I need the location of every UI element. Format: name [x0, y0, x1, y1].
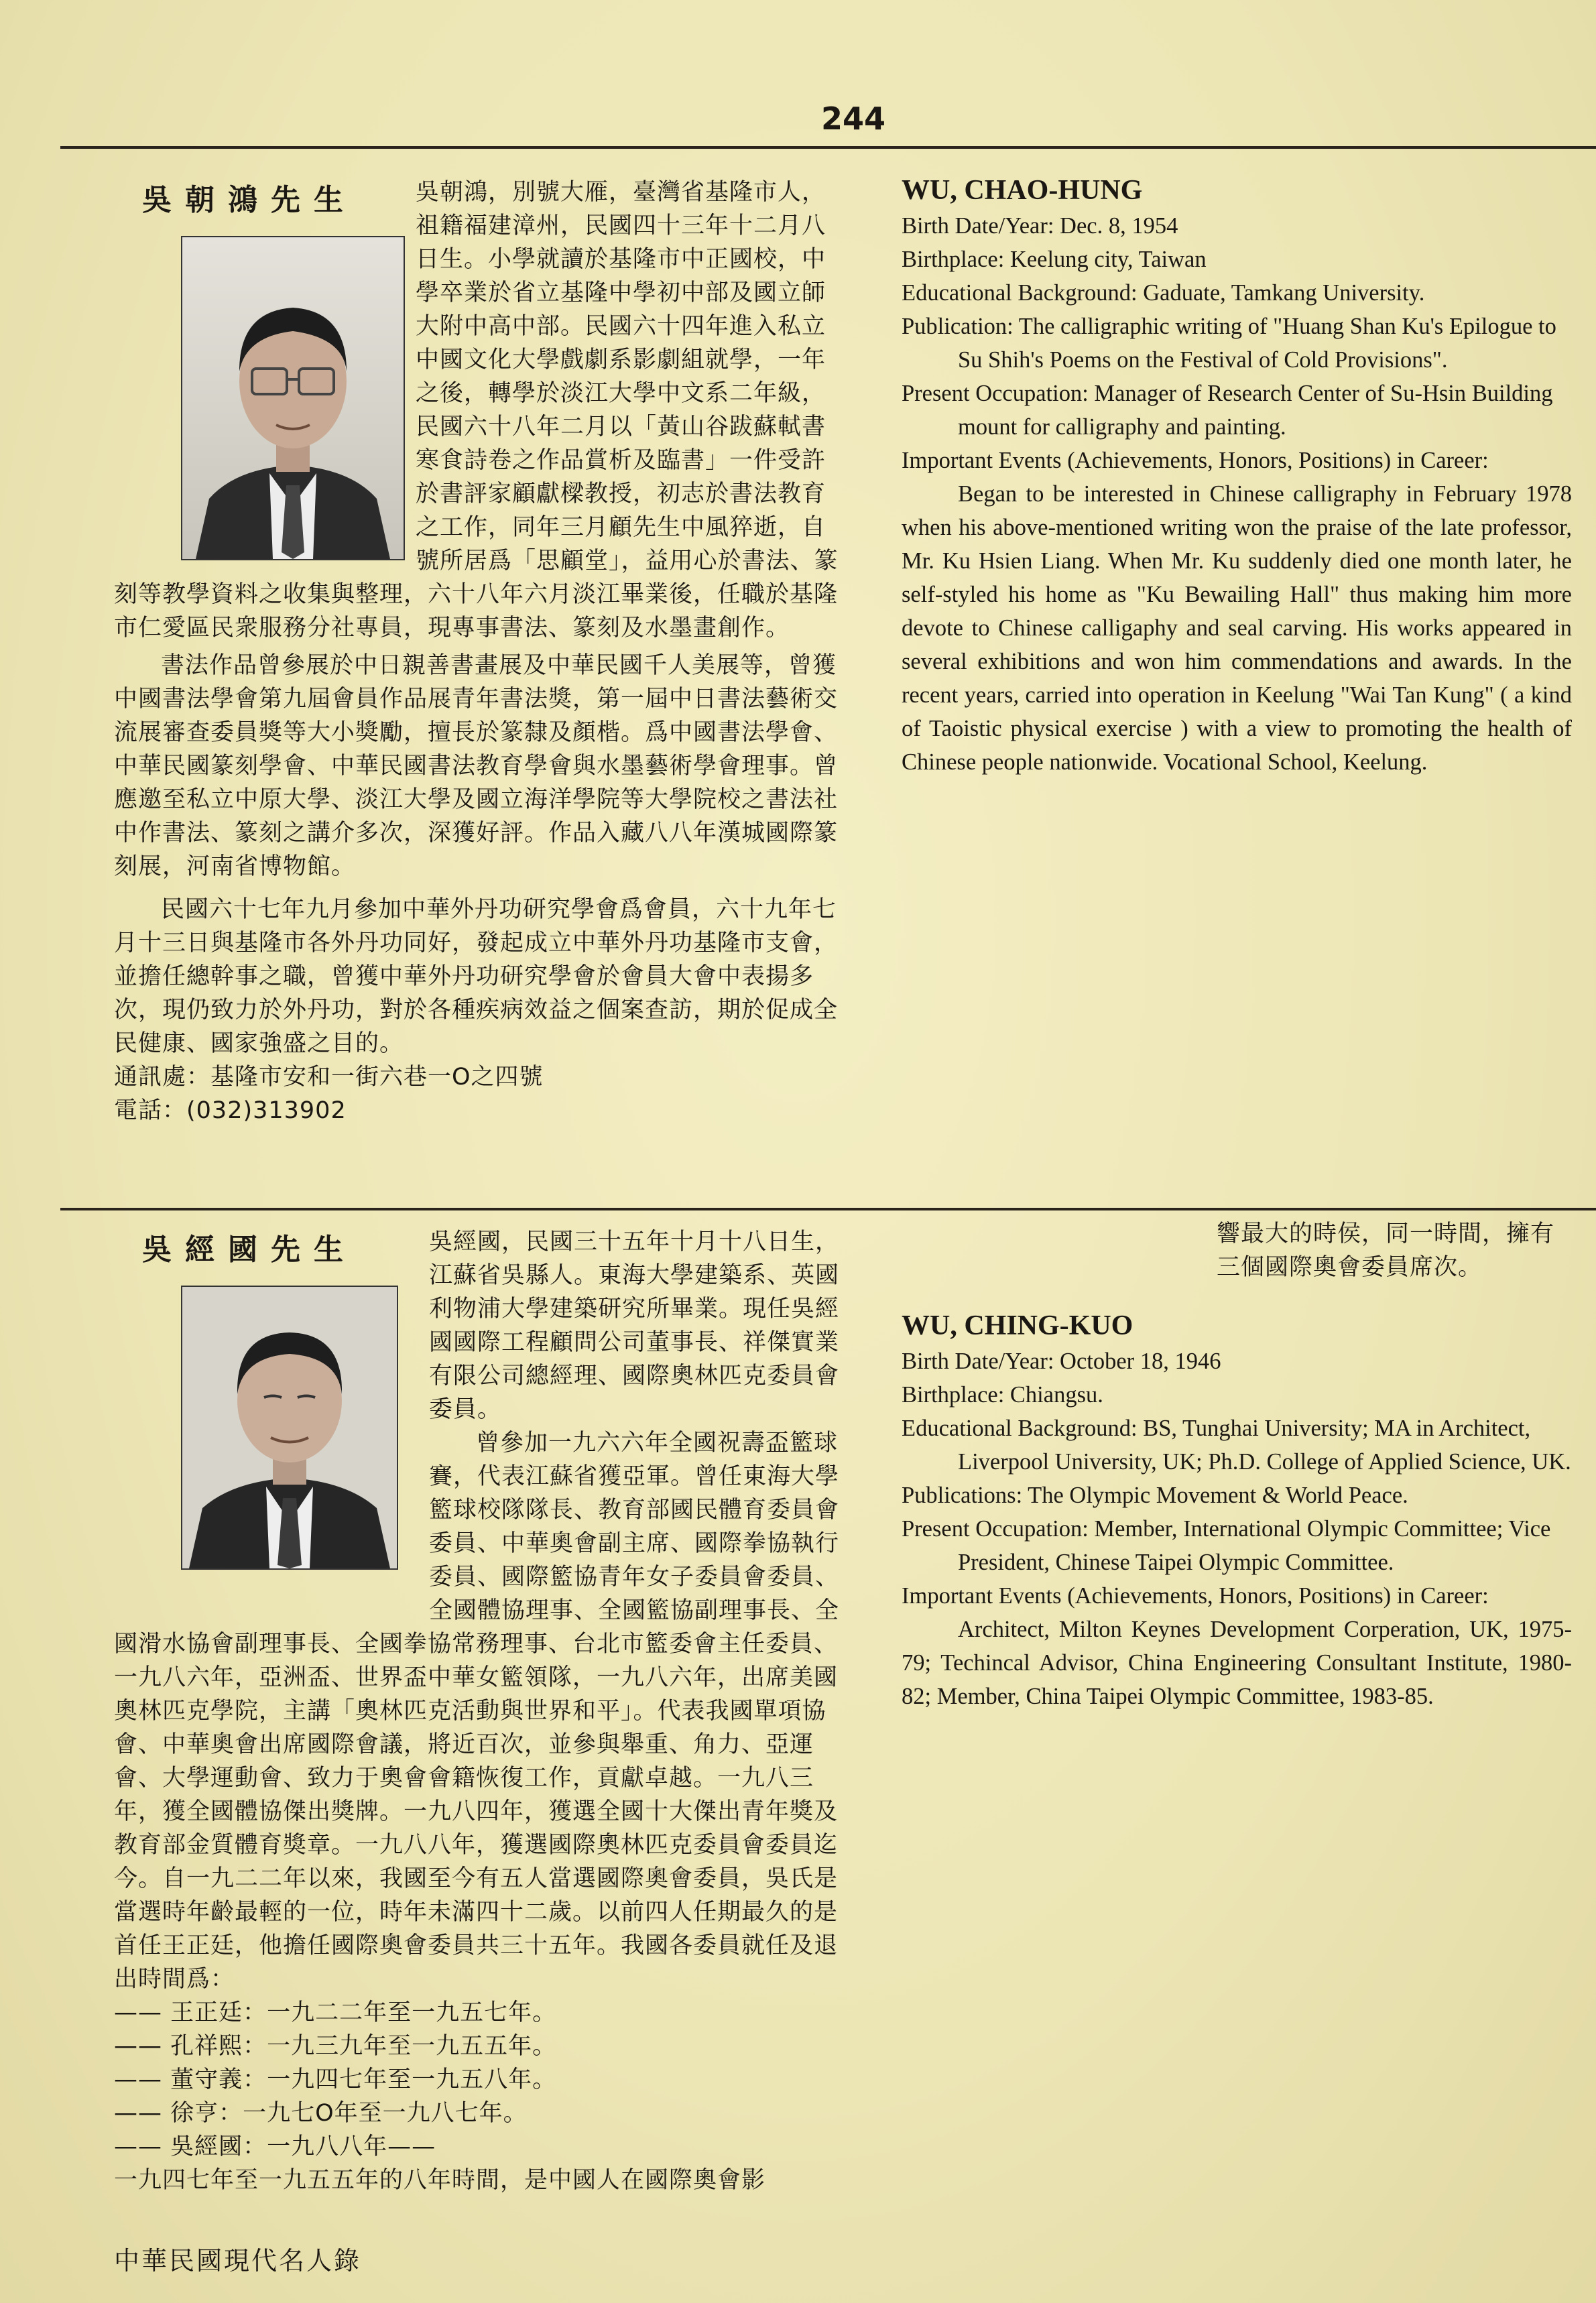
paragraph-zh: 吳朝鴻，別號大雁，臺灣省基隆市人，祖籍福建漳州，民國四十三年十二月八日生。小學就讀於基隆市中正國校，中學卒業於省立基隆中學初中部及國立師大附中高中部。民國六十四年進入私立中國文化大學戲劇系影劇組就學，一年之後，轉學於淡江大學中文系二年級，民國六十八年二月以「黃山谷跋蘇軾書寒食詩卷之作品賞析及臨書」一件受許於書評家顧獻樑教授，初志於書法教育之工作，同年三月顧先生中風猝逝，自號所居爲「思顧堂」，益用心於書法、篆刻等教學資料之收集與整理，六十八年六月淡江畢業後，任職於基隆市仁愛區民衆服務分社專員，現專事書法、篆刻及水墨畫創作。: [114, 179, 839, 641]
person-name-zh: 吳經國先生: [142, 1233, 357, 1267]
continuation-line: 響最大的時侯，同一時間，擁有三個國際奧會委員席次。: [1217, 1221, 1555, 1281]
member-line: —— 徐亨：一九七O年至一九八七年。: [114, 2100, 528, 2127]
birthplace: Birthplace: Keelung city, Taiwan: [902, 247, 1207, 272]
member-line: —— 孔祥熙：一九三九年至一九五五年。: [114, 2033, 557, 2060]
important-events-label: Important Events (Achievements, Honors, Positions) in Career:: [902, 1583, 1489, 1609]
top-rule: [60, 146, 1596, 149]
book-title-footer: 中華民國現代名人錄: [114, 2246, 362, 2276]
paragraph-zh: 民國六十七年九月參加中華外丹功研究學會爲會員，六十九年七月十三日與基隆市各外丹功同好，發起成立中華外丹功基隆市支會，並擔任總幹事之職，曾獲中華外丹功研究學會於會員大會中表揚多次，現仍致力於外丹功，對於各種疾病效益之個案查訪，期於促成全民健康、國家強盛之目的。: [114, 896, 839, 1057]
member-line: —— 董守義：一九四七年至一九五八年。: [114, 2066, 557, 2093]
page-number: 244: [821, 101, 886, 137]
english-biography: [902, 1307, 1572, 1713]
publications: Publications: The Olympic Movement & World Peace.: [902, 1483, 1408, 1508]
occupation: Present Occupation: Member, International Olympic Committee; Vice President, Chinese Taipei Olympic Committee.: [902, 1516, 1551, 1575]
closing-line: 一九四七年至一九五五年的八年時間，是中國人在國際奧會影: [114, 2167, 766, 2194]
person-name-en: WU, CHING-KUO: [902, 1310, 1133, 1341]
birth-date: Birth Date/Year: October 18, 1946: [902, 1349, 1221, 1374]
chinese-biography: [114, 1225, 845, 2197]
career-text: Architect, Milton Keynes Development Corperation, UK, 1975-79; Techincal Advisor, China Engineering Consultant Institute, 1980-82; Member, China Taipei Olympic Committee, 1983-85.: [902, 1617, 1572, 1709]
birthplace: Birthplace: Chiangsu.: [902, 1382, 1103, 1408]
phone: 電話：(032)313902: [114, 1097, 347, 1124]
bleed-through-texture: [871, 1756, 1542, 2158]
address: 通訊處：基隆市安和一街六巷一O之四號: [114, 1064, 544, 1091]
education: Educational Background: BS, Tunghai University; MA in Architect, Liverpool University, UK; Ph.D. College of Applied Science, UK.: [902, 1416, 1571, 1475]
education: Educational Background: Gaduate, Tamkang University.: [902, 280, 1425, 306]
career-text: Began to be interested in Chinese calligraphy in February 1978 when his above-mentioned writing won the praise of the late professor, Mr. Ku Hsien Liang. When Mr. Ku suddenly died one month later, he self-styled his home as "Ku Bewailing Hall" thus making him more devote to Chinese calligaphy and seal carving. His works appeared in several exhibitions and won him commendations and awards. In the recent years, carried into operation in Keelung "Wai Tan Kung" ( a kind of Taoistic physical exercise ) with a view to promoting the health of Chinese people nationwide. Vocational School, Keelung.: [902, 481, 1572, 775]
english-biography: [902, 172, 1572, 779]
chinese-biography: [114, 176, 845, 1127]
publication: Publication: The calligraphic writing of "Huang Shan Ku's Epilogue to Su Shih's Poems on the Festival of Cold Provisions".: [902, 314, 1556, 373]
important-events-label: Important Events (Achievements, Honors, Positions) in Career:: [902, 448, 1489, 473]
person-name-zh: 吳朝鴻先生: [142, 183, 357, 217]
occupation: Present Occupation: Manager of Research Center of Su-Hsin Building mount for calligraphy and painting.: [902, 381, 1553, 440]
paragraph-zh: 吳經國，民國三十五年十月十八日生，江蘇省吳縣人。東海大學建築系、英國利物浦大學建築研究所畢業。現任吳經國國際工程顧問公司董事長、祥傑實業有限公司總經理、國際奧林匹克委員會委員。: [429, 1229, 840, 1423]
member-line: —— 王正廷：一九二二年至一九五七年。: [114, 1999, 557, 2026]
person-name-en: WU, CHAO-HUNG: [902, 175, 1143, 206]
paragraph-zh: 書法作品曾參展於中日親善書畫展及中華民國千人美展等，曾獲中國書法學會第九屆會員作品展青年書法獎，第一屆中日書法藝術交流展審查委員獎等大小獎勵，擅長於篆隸及顏楷。爲中國書法學會、中華民國篆刻學會、中華民國書法教育學會與水墨藝術學會理事。曾應邀至私立中原大學、淡江大學及國立海洋學院等大學院校之書法社中作書法、篆刻之講介多次，深獲好評。作品入藏八八年漢城國際篆刻展，河南省博物館。: [114, 652, 839, 880]
birth-date: Birth Date/Year: Dec. 8, 1954: [902, 213, 1178, 239]
section-divider: [60, 1208, 1596, 1210]
member-line: —— 吳經國：一九八八年——: [114, 2133, 436, 2160]
paragraph-zh: 曾參加一九六六年全國祝壽盃籃球賽，代表江蘇省獲亞軍。曾任東海大學籃球校隊隊長、教育部國民體育委員會委員、中華奧會副主席、國際拳協執行委員、國際籃協青年女子委員會委員、全國體協理事、全國籃協副理事長、全國滑水協會副理事長、全國拳協常務理事、台北市籃委會主任委員、一九八六年，亞洲盃、世界盃中華女籃領隊，一九八六年，出席美國奧林匹克學院，主講「奧林匹克活動與世界和平」。代表我國單項協會、中華奧會出席國際會議，將近百次，並參與舉重、角力、亞運會、大學運動會、致力于奧會會籍恢復工作，貢獻卓越。一九八三年，獲全國體協傑出獎牌。一九八四年，獲選全國十大傑出青年獎及教育部金質體育獎章。一九八八年，獲選國際奧林匹克委員會委員迄今。自一九二二年以來，我國至今有五人當選國際奧會委員，吳氏是當選時年齡最輕的一位，時年未滿四十二歲。以前四人任期最久的是首任王正廷，他擔任國際奧會委員共三十五年。我國各委員就任及退出時間爲：: [114, 1430, 840, 1993]
